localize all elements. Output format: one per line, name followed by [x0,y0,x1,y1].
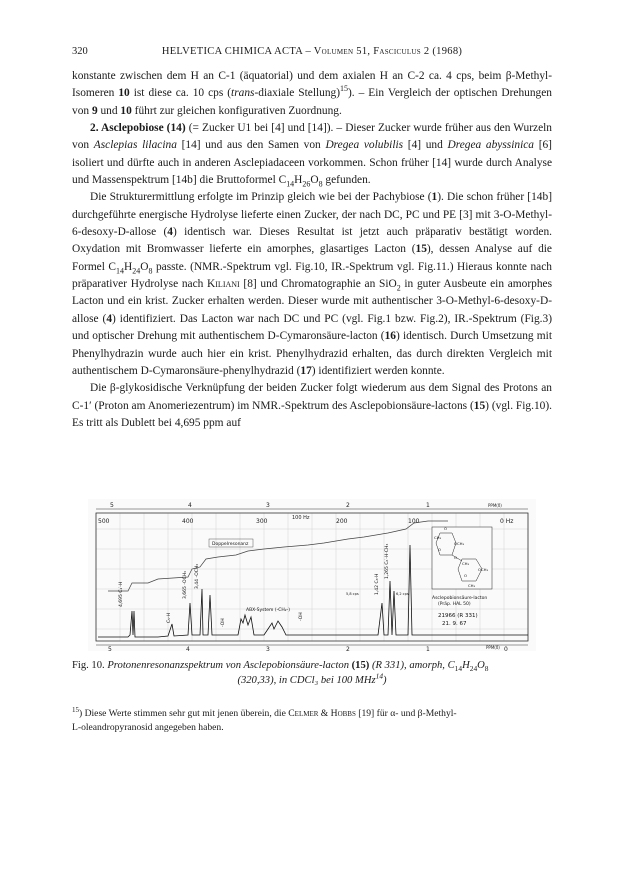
hz-label: 400 [182,518,194,525]
top-axis-unit: PPM(δ) [488,503,502,508]
top-scale-label: 4 [188,502,192,509]
structure-label: CH₃ [462,561,470,566]
annotation-c6-b: 1,265 C₆′-H-CH₃ [385,543,390,579]
annotation-spin-left: 5,8 cps [346,592,359,596]
structure-label: OCH₃ [454,541,465,546]
top-scale-label: 5 [110,502,114,509]
bottom-scale-label: 1 [426,646,430,651]
annotation-c5-peak: C₅-H [167,613,172,623]
bottom-axis-unit: PPM(δ) [486,645,500,650]
annotation-oh-b: -OH [299,612,304,621]
structure-label: O [464,573,467,578]
top-scale-label: 2 [346,502,350,509]
sample-sub: (Präp. HAL 50) [438,602,471,607]
top-scale-label: 3 [266,502,270,509]
annotation-abx: ABX-System (-CH₂-) [246,608,290,613]
hz-label: 0 Hz [500,518,514,525]
article-body [72,68,552,432]
top-scale-label: 1 [426,502,430,509]
paragraph-3: Die Strukturermittlung erfolgte im Prinzip gleich wie bei der Pachybiose (1). Die schon früher [14b] durchgeführte energische Hydrolyse lieferte einen Zucker, der nach DC, PC und PE [3] mit 3-O-Methyl-6-desoxy-D-allose (4) identisch war. Dieses Resultat ist jetzt auch präparativ bestätigt worden. Oxydation mit Bromwasser lieferte ein amorphes, glasartiges Lacton (15), dessen Analyse auf die Formel $C_{14}H_{24}O_8$ passte. (NMR.-Spektrum vgl. Fig.10, IR.-Spektrum vgl. Fig.11.) Hieraus konnte nach präparativer Hydrolyse nach Kiliani [8] und Chromatographie an SiO$_2$ in guter Ausbeute ein amorphes Lacton und ein krist. Zucker erhalten werden. Dieser wurde mit authentischer 3-O-Methyl-6-desoxy-D-allose (4) identifiziert. Das Lacton war nach DC und PC (vgl. Fig.1 bzw. Fig.2), IR.-Spektrum (Fig.3) und optischer Drehung mit authentischem D-Cymaronsäure-lacton (16) identisch. Durch Umsetzung mit Phenylhydrazin wurde auch hier ein krist. Phenylhydrazid erhalten, das durch direkten Vergleich mit authentischem D-Cymaronsäure-phenylhydrazid (17) identifiziert werden konnte. [72,191,552,377]
structure-label: OCH₃ [478,567,489,572]
footnote: $^{15}$) Diese Werte stimmen sehr gut mit jenen überein, die Celmer & Hobbs [19] für α- und β-Methyl- L-oleandropyranosid angegeben haben. [72,706,457,733]
annotation-och3-b: 3,44 -OCH₃ [195,563,200,589]
figure-caption: Fig. 10. Protonenresonanzspektrum von Asclepobionsäure-lacton (15) (R 331), amorph, $C_{14}H_{24}O_8$ (320,33), in CDCl₃ bei 100 MHz$^{14}$) [72,660,489,686]
hz-marker: 100 Hz [292,515,310,521]
structure-label: O [438,547,441,552]
bottom-scale-label: 3 [266,646,270,651]
page-number: 320 [72,46,88,57]
structure-label: CH₃ [434,535,442,540]
hz-label: 100 [408,518,420,525]
structure-label: O [444,526,447,531]
sample-number: 21966 (R 331) [438,613,478,619]
bottom-scale-label: 4 [186,646,190,651]
paragraph-1: konstante zwischen dem H an C-1 (äquatorial) und dem axialen H an C-2 ca. 4 cps, beim β-Methyl-Isomeren 10 ist diese ca. 10 cps (trans-diaxiale Stellung)$^{15}$). – Ein Vergleich der optischen Drehungen von 9 und 10 führt zur gleichen konfigurativen Zuordnung. [72,70,552,117]
hz-label: 300 [256,518,268,525]
bottom-scale-label: 5 [108,646,112,651]
annotation-oh-a: -OH [221,618,226,627]
bottom-scale-label: 2 [346,646,350,651]
paragraph-2: 2. Asclepobiose (14) (= Zucker U1 bei [4] und [14]). – Dieser Zucker wurde früher aus den Wurzeln von Asclepias lilacina [14] und aus den Samen von Dregea volubilis [4] und Dregea abyssinica [6] isoliert und dürfte auch in anderen Asclepiadaceen vorkommen. Schon früher [14] wurde durch Analyse und Massenspektrum [14b] die Bruttoformel $C_{14}H_{26}O_8$ gefunden. [72,122,552,189]
paragraph-4: Die β-glykosidische Verknüpfung der beiden Zucker folgt wiederum aus dem Signal des Protons an C-1′ (Proton am Anomeriezentrum) im NMR.-Spektrum des Asclepobionsäure-lactons (15) (vgl. Fig.10). Es tritt als Dublett bei 4,695 ppm auf [72,382,553,429]
nmr-spectrum-figure [88,499,536,651]
sample-label: Asclepobionsäure-lacton [432,596,488,601]
annotation-och3-a: 3,665 -OCH₃ [183,571,188,599]
annotation-c6-a: 1,42 C₆-H [375,573,380,595]
journal-title: HELVETICA CHIMICA ACTA – Volumen 51, Fasciculus 2 (1968) [161,46,463,57]
annotation-c1-peak: 4,695 C₁′-H [119,581,124,607]
structure-label: O [454,555,457,560]
bottom-scale-label: 0 [504,646,508,651]
hz-label: 500 [98,518,110,525]
section-heading: 2. Asclepobiose (14) [90,122,186,135]
hz-label: 200 [336,518,348,525]
annotation-spin-right: 6,2 cps [396,592,409,596]
structure-label: CH₃ [468,583,476,588]
sample-date: 21. 9. 67 [442,621,467,627]
annotation-doppelresonanz: Doppelresonanz [212,542,249,547]
